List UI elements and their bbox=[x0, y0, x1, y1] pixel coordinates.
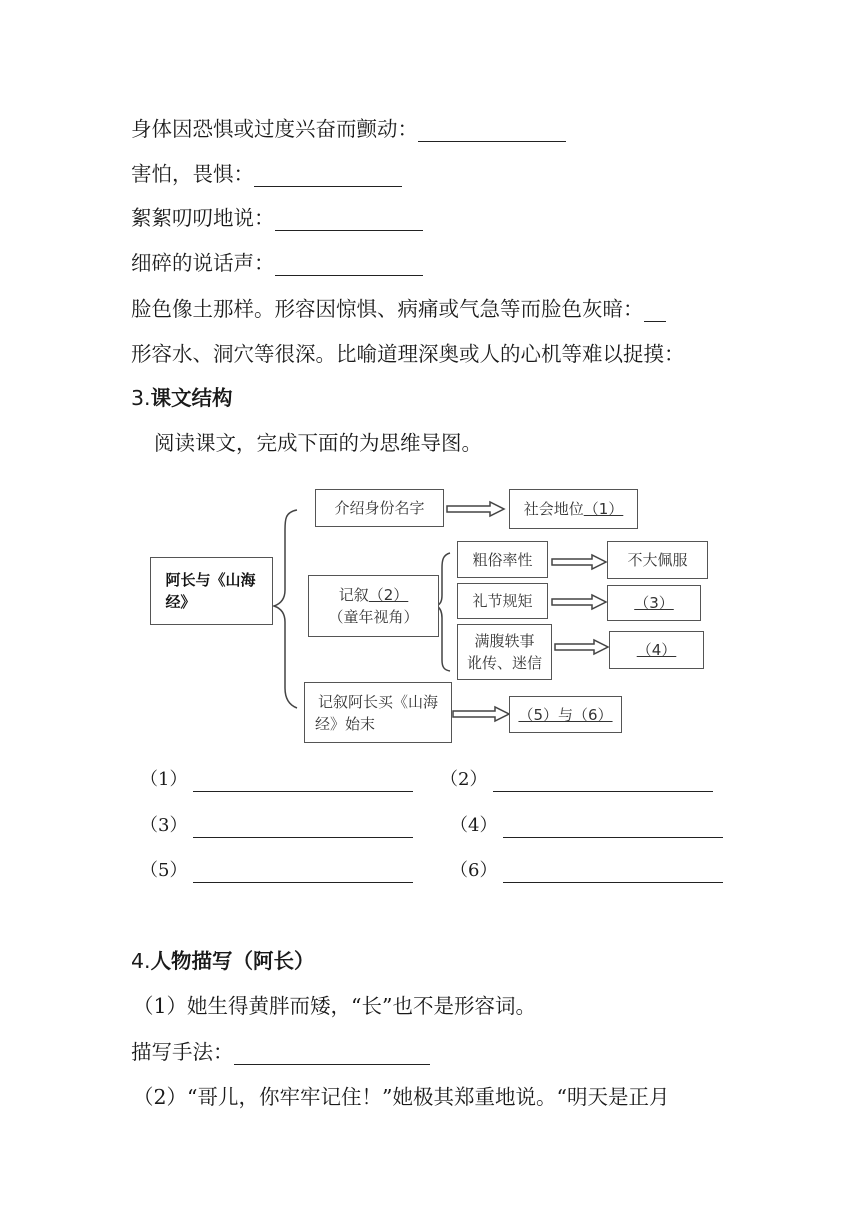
mindmap-sub-3: 满腹轶事 讹传、迷信 bbox=[457, 624, 552, 680]
mindmap-sub-2-result: （3） bbox=[607, 585, 701, 621]
mindmap-root: 阿长与《山海经》 bbox=[150, 557, 273, 625]
section-4-question-1: （1）她生得黄胖而矮，“长”也不是形容词。 bbox=[133, 994, 537, 1018]
mindmap-sub-1: 粗俗率性 bbox=[457, 541, 548, 578]
vocab-line-4: 细碎的说话声： bbox=[131, 250, 423, 276]
vocab-line-1: 身体因恐惧或过度兴奋而颤动： bbox=[131, 116, 566, 142]
mindmap-branch-3: 记叙阿长买《山海 经》始末 bbox=[304, 682, 452, 743]
vocab-line-2: 害怕，畏惧： bbox=[131, 161, 402, 187]
vocab-line-6: 形容水、洞穴等很深。比喻道理深奥或人的心机等难以捉摸： bbox=[131, 342, 685, 366]
answer-row-6: （6） bbox=[450, 859, 723, 883]
section-3-heading: 3.课文结构 bbox=[131, 386, 233, 410]
answer-blank-5[interactable] bbox=[193, 862, 413, 883]
mindmap-branch-3-result: （5）与（6） bbox=[509, 696, 622, 733]
mindmap-branch-1-result: 社会地位 （1） bbox=[509, 489, 638, 529]
mindmap-sub-1-result: 不大佩服 bbox=[607, 541, 708, 579]
vocab-line-5: 脸色像土那样。形容因惊惧、病痛或气急等而脸色灰暗： bbox=[131, 296, 666, 322]
vocab-line-3: 絮絮叨叨地说： bbox=[131, 205, 423, 231]
mindmap-sub-3-result: （4） bbox=[609, 631, 704, 669]
answer-row-3: （3） bbox=[140, 814, 413, 838]
section-4-label: 描写手法： bbox=[131, 1039, 430, 1065]
answer-blank-2[interactable] bbox=[493, 771, 713, 792]
answer-blank[interactable] bbox=[234, 1044, 430, 1065]
section-4-question-2: （2）“哥儿，你牢牢记住！”她极其郑重地说。“明天是正月 bbox=[133, 1085, 670, 1109]
answer-row-2: （2） bbox=[440, 768, 713, 792]
answer-row-4: （4） bbox=[450, 814, 723, 838]
answer-blank-4[interactable] bbox=[503, 817, 723, 838]
answer-blank-3[interactable] bbox=[193, 817, 413, 838]
mindmap-branch-1: 介绍身份名字 bbox=[315, 489, 444, 527]
section-4-heading: 4.人物描写（阿长） bbox=[131, 949, 315, 973]
answer-row-1: （1） bbox=[140, 768, 413, 792]
answer-blank-1[interactable] bbox=[193, 771, 413, 792]
section-3-instruction: 阅读课文，完成下面的为思维导图。 bbox=[154, 431, 482, 455]
answer-blank-6[interactable] bbox=[503, 862, 723, 883]
answer-row-5: （5） bbox=[140, 859, 413, 883]
mindmap-branch-2: 记叙（2） （童年视角） bbox=[308, 575, 439, 637]
mindmap-sub-2: 礼节规矩 bbox=[457, 583, 548, 619]
